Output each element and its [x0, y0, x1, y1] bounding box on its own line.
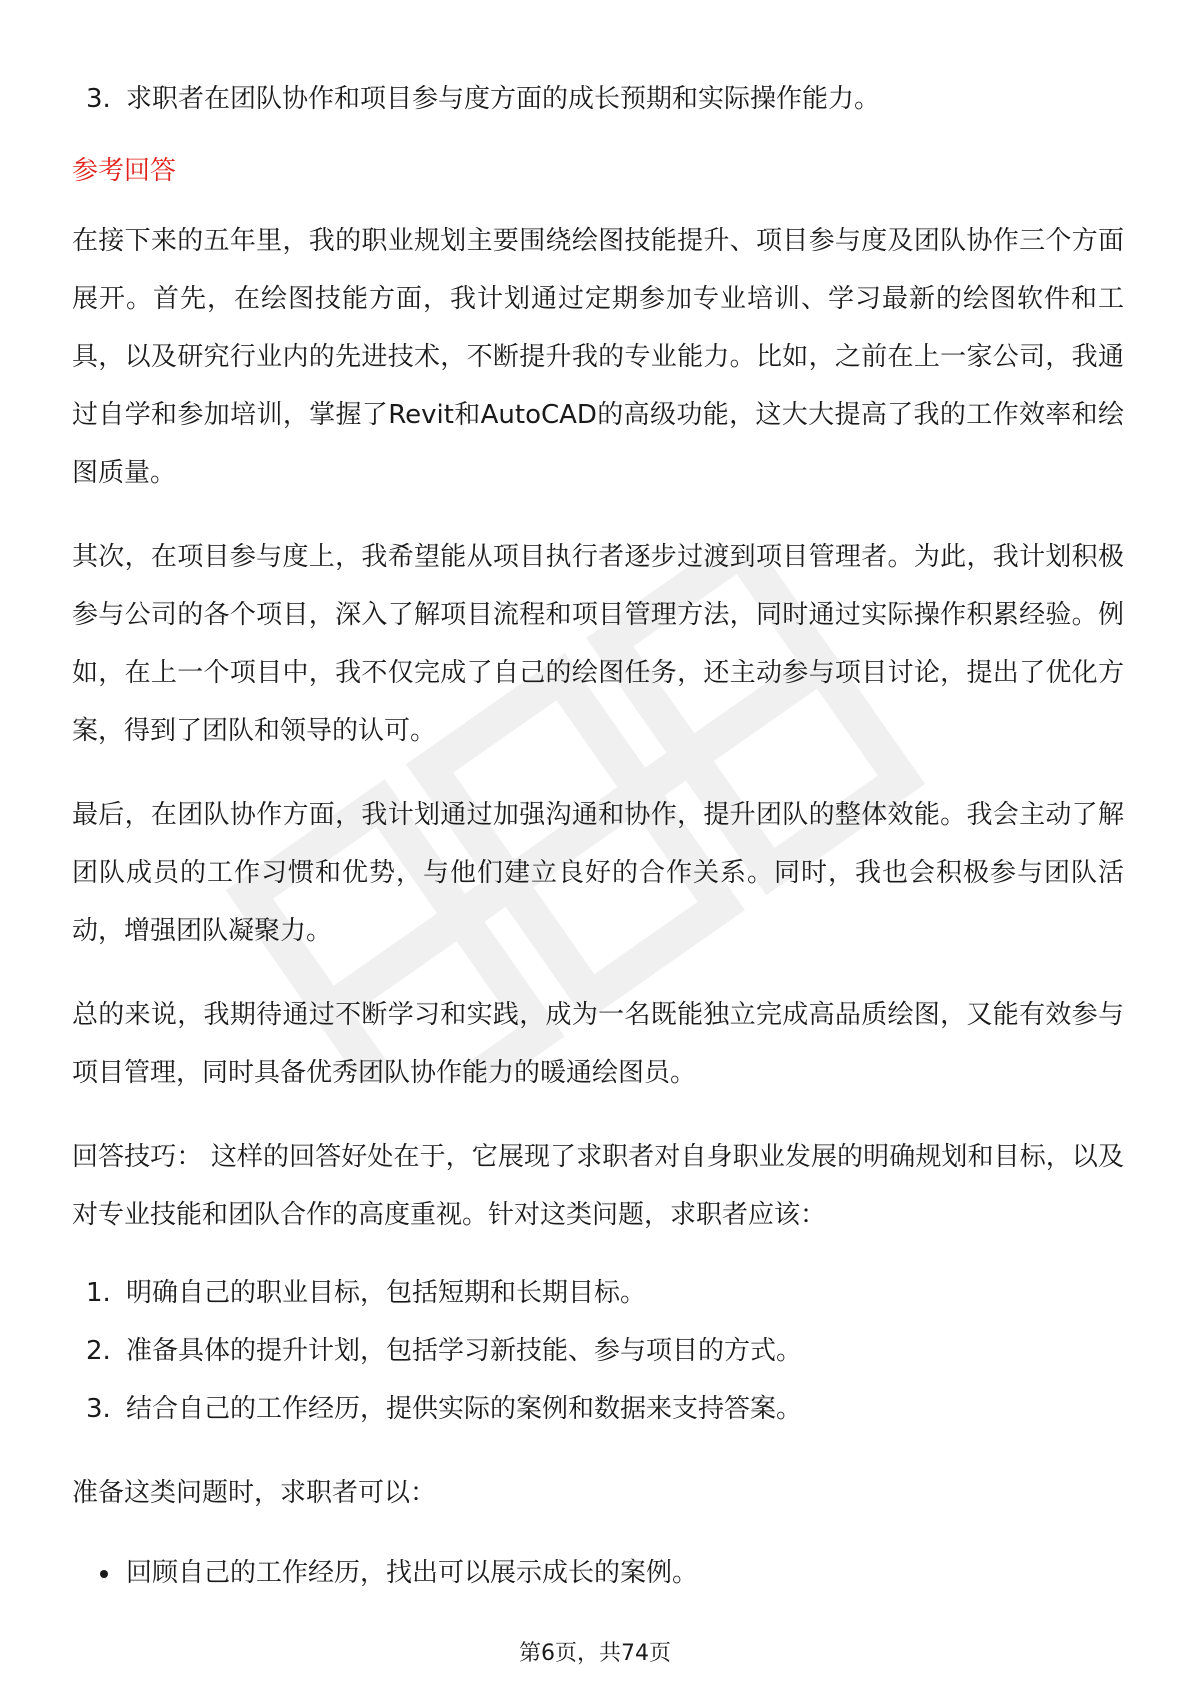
prepare-intro: 准备这类问题时，求职者可以：: [72, 1478, 437, 1508]
list-item: [72, 1264, 1124, 1322]
paragraph-4: 总的来说，我期待通过不断学习和实践，成为一名既能独立完成高品质绘图，又能有效参与项目管理，同时具备优秀团队协作能力的暖通绘图员。: [72, 1000, 1124, 1088]
list-item: [72, 70, 1124, 128]
list-number: 3.: [86, 84, 111, 114]
list-item: [72, 1380, 1124, 1438]
list-number: 3.: [86, 1394, 111, 1424]
list-text: 明确自己的职业目标，包括短期和长期目标。: [126, 1278, 647, 1308]
list-text: 求职者在团队协作和项目参与度方面的成长预期和实际操作能力。: [126, 84, 881, 114]
paragraph-1: 在接下来的五年里，我的职业规划主要围绕绘图技能提升、项目参与度及团队协作三个方面展开。首先，在绘图技能方面，我计划通过定期参加专业培训、学习最新的绘图软件和工具，以及研究行业内的先进技术，不断提升我的专业能力。比如，之前在上一家公司，我通过自学和参加培训，掌握了Revit和AutoCAD的高级功能，这大大提高了我的工作效率和绘图质量。: [72, 226, 1124, 488]
list-number: 2.: [86, 1336, 111, 1366]
section-heading: 参考回答: [72, 156, 177, 186]
bullet-item: [72, 1544, 1124, 1602]
tips-intro: 回答技巧： 这样的回答好处在于，它展现了求职者对自身职业发展的明确规划和目标，以及对专业技能和团队合作的高度重视。针对这类问题，求职者应该：: [72, 1142, 1124, 1230]
bullet-dot-icon: [100, 1570, 108, 1578]
page-footer: 第6页，共74页: [519, 1641, 671, 1666]
list-number: 1.: [86, 1278, 111, 1308]
intro-list: [72, 70, 1124, 128]
paragraph-2: 其次，在项目参与度上，我希望能从项目执行者逐步过渡到项目管理者。为此，我计划积极参与公司的各个项目，深入了解项目流程和项目管理方法，同时通过实际操作积累经验。例如，在上一个项目中，我不仅完成了自己的绘图任务，还主动参与项目讨论，提出了优化方案，得到了团队和领导的认可。: [72, 542, 1124, 746]
tips-list: [72, 1264, 1124, 1438]
bullet-text: 回顾自己的工作经历，找出可以展示成长的案例。: [126, 1558, 699, 1588]
document-content: [72, 70, 1124, 1602]
list-text: 准备具体的提升计划，包括学习新技能、参与项目的方式。: [126, 1336, 803, 1366]
paragraph-3: 最后，在团队协作方面，我计划通过加强沟通和协作，提升团队的整体效能。我会主动了解团队成员的工作习惯和优势，与他们建立良好的合作关系。同时，我也会积极参与团队活动，增强团队凝聚力。: [72, 800, 1124, 946]
list-item: [72, 1322, 1124, 1380]
list-text: 结合自己的工作经历，提供实际的案例和数据来支持答案。: [126, 1394, 803, 1424]
